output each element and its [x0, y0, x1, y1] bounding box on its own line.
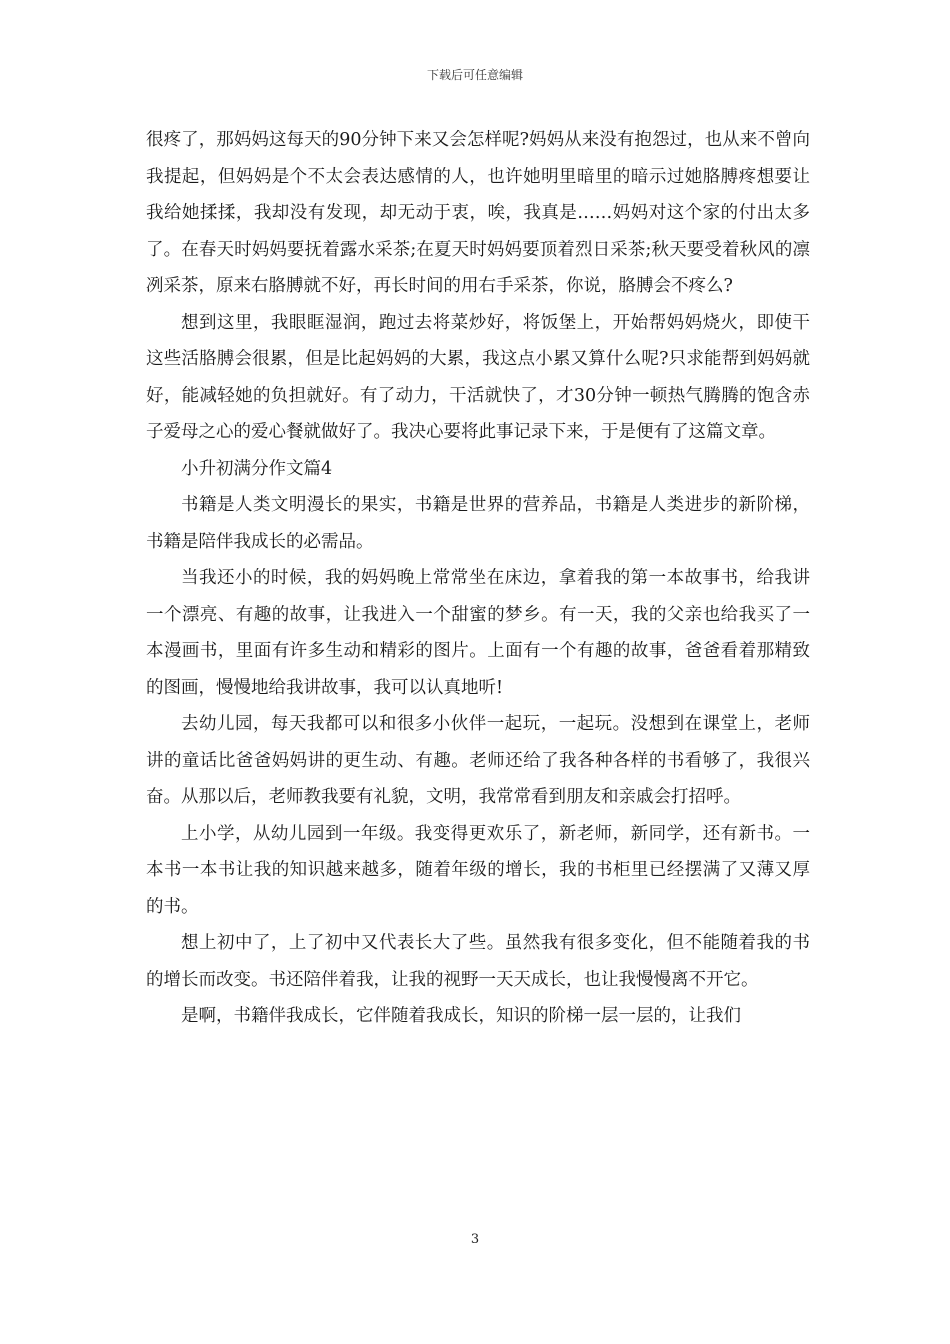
document-body: [146, 122, 810, 1035]
paragraph: 去幼儿园，每天我都可以和很多小伙伴一起玩，一起玩。没想到在课堂上，老师讲的童话比爸爸妈妈讲的更生动、有趣。老师还给了我各种各样的书看够了，我很兴奋。从那以后，老师教我要有礼貌，文明，我常常看到朋友和亲戚会打招呼。: [146, 714, 810, 807]
paragraph: 是啊，书籍伴我成长，它伴随着我成长，知识的阶梯一层一层的，让我们: [181, 1006, 741, 1026]
paragraph: 想到这里，我眼眶湿润，跑过去将菜炒好，将饭堡上，开始帮妈妈烧火，即使干这些活胳膊会很累，但是比起妈妈的大累，我这点小累又算什么呢?只求能帮到妈妈就好，能减轻她的负担就好。有了动力，干活就快了，才30分钟一顿热气腾腾的饱含赤子爱母之心的爱心餐就做好了。我决心要将此事记录下来，于是便有了这篇文章。: [146, 312, 810, 442]
paragraph: 很疼了，那妈妈这每天的90分钟下来又会怎样呢?妈妈从来没有抱怨过，也从来不曾向我提起，但妈妈是个不太会表达感情的人，也许她明里暗里的暗示过她胳膊疼想要让我给她揉揉，我却没有发现，却无动于衷，唉，我真是……妈妈对这个家的付出太多了。在春天时妈妈要抚着露水采茶;在夏天时妈妈要顶着烈日采茶;秋天要受着秋风的凛冽采茶，原来右胳膊就不好，再长时间的用右手采茶，你说，胳膊会不疼么?: [146, 130, 810, 296]
page-number: 3: [470, 1232, 480, 1247]
page-header: 下载后可任意编辑: [426, 68, 523, 82]
paragraph: 书籍是人类文明漫长的果实，书籍是世界的营养品，书籍是人类进步的新阶梯，书籍是陪伴我成长的必需品。: [146, 495, 810, 552]
paragraph: 想上初中了，上了初中又代表长大了些。虽然我有很多变化，但不能随着我的书的增长而改变。书还陪伴着我，让我的视野一天天成长，也让我慢慢离不开它。: [146, 933, 810, 990]
paragraph: 当我还小的时候，我的妈妈晚上常常坐在床边，拿着我的第一本故事书，给我讲一个漂亮、有趣的故事，让我进入一个甜蜜的梦乡。有一天，我的父亲也给我买了一本漫画书，里面有许多生动和精彩的图片。上面有一个有趣的故事，爸爸看着那精致的图画，慢慢地给我讲故事，我可以认真地听!: [146, 568, 810, 698]
section-heading: 小升初满分作文篇4: [181, 458, 333, 479]
paragraph: 上小学，从幼儿园到一年级。我变得更欢乐了，新老师，新同学，还有新书。一本书一本书让我的知识越来越多，随着年级的增长，我的书柜里已经摆满了又薄又厚的书。: [146, 823, 810, 917]
